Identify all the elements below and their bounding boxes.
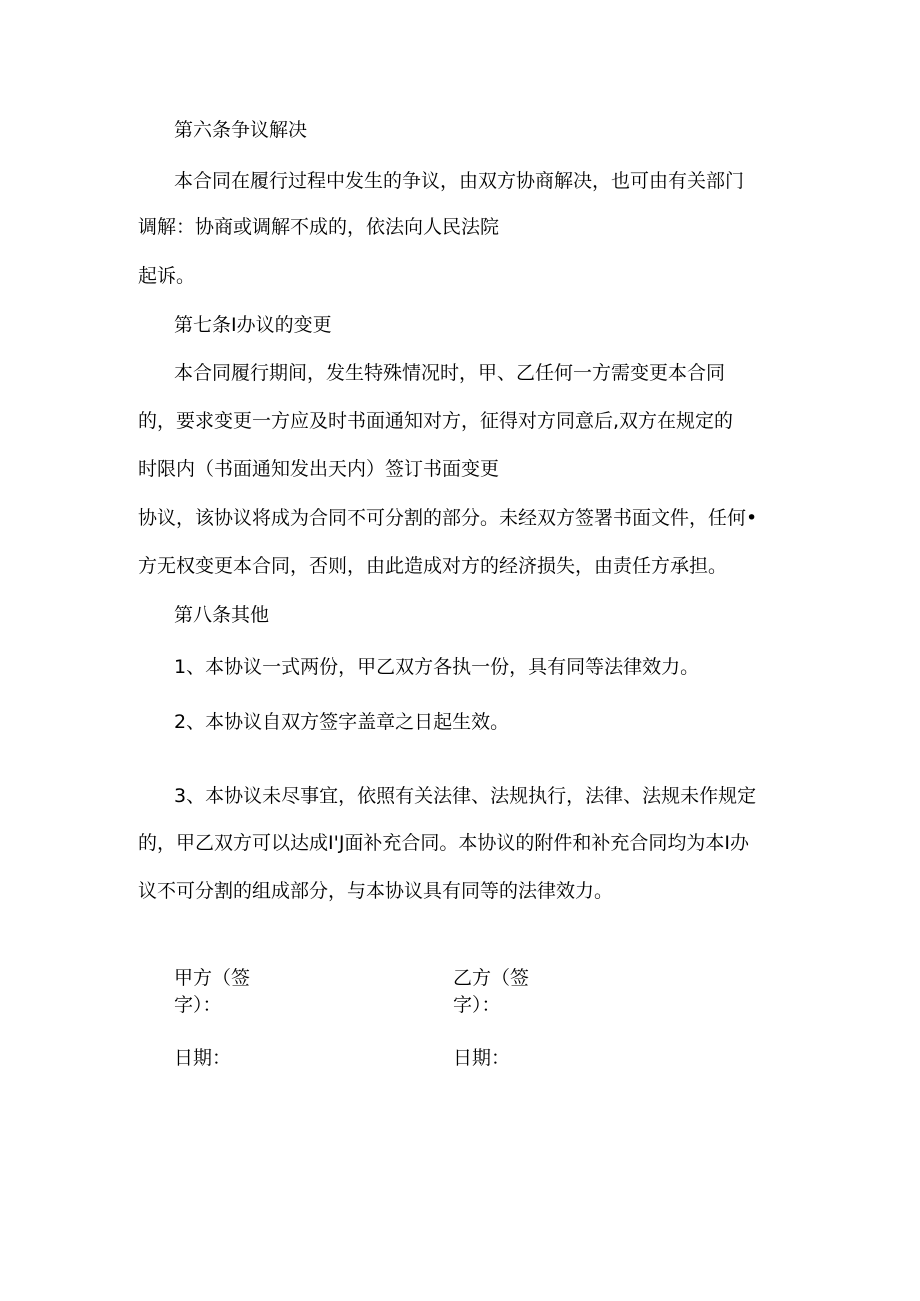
article7-line-5: 方无权变更本合同，否则，由此造成对方的经济损失，由责任方承担。 [138, 555, 728, 577]
party-b-label-line-2: 字）： [453, 994, 501, 1016]
article8-heading: 第八条其他 [174, 604, 270, 626]
party-b-date-label: 日期： [453, 1047, 511, 1069]
article7-line-3: 时限内（书面通知发出天内）签订书面变更 [138, 458, 500, 480]
article6-line-1: 本合同在履行过程中发生的争议，由双方协商解决，也可由有关部门 [174, 170, 745, 192]
party-a-label-line-1: 甲方（签 [174, 967, 251, 989]
article8-item-3-line-2: 的，甲乙双方可以达成I'J面补充合同。本协议的附件和补充合同均为本I办 [138, 832, 750, 854]
article8-item-3-line-3: 议不可分割的组成部分，与本协议具有同等的法律效力。 [138, 880, 614, 902]
article8-item-2: 2、本协议自双方签字盖章之日起生效。 [174, 711, 510, 733]
party-a-label-line-2: 字）： [174, 994, 222, 1016]
article8-item-1: 1、本协议一式两份，甲乙双方各执一份，具有同等法律效力。 [174, 656, 700, 678]
article6-line-2: 调解：协商或调解不成的，依法向人民法院 [138, 216, 500, 238]
article6-line-3: 起诉。 [138, 265, 196, 287]
article7-line-4: 协议，该协议将成为合同不可分割的部分。未经双方签署书面文件，任何• [138, 507, 758, 529]
article8-item-3-line-1: 3、本协议未尽事宜，依照有关法律、法规执行，法律、法规未作规定 [174, 785, 757, 807]
party-a-date-label: 日期： [174, 1047, 232, 1069]
article6-heading: 第六条争议解决 [174, 119, 308, 141]
party-b-label-line-1: 乙方（签 [453, 967, 530, 989]
article7-heading: 第七条I办议的变更 [174, 314, 332, 336]
article7-line-1: 本合同履行期间，发生特殊情况时，甲、乙任何一方需变更本合同 [174, 362, 726, 384]
article7-line-2: 的，要求变更一方应及时书面通知对方，征得对方同意后,双方在规定的 [138, 410, 734, 432]
